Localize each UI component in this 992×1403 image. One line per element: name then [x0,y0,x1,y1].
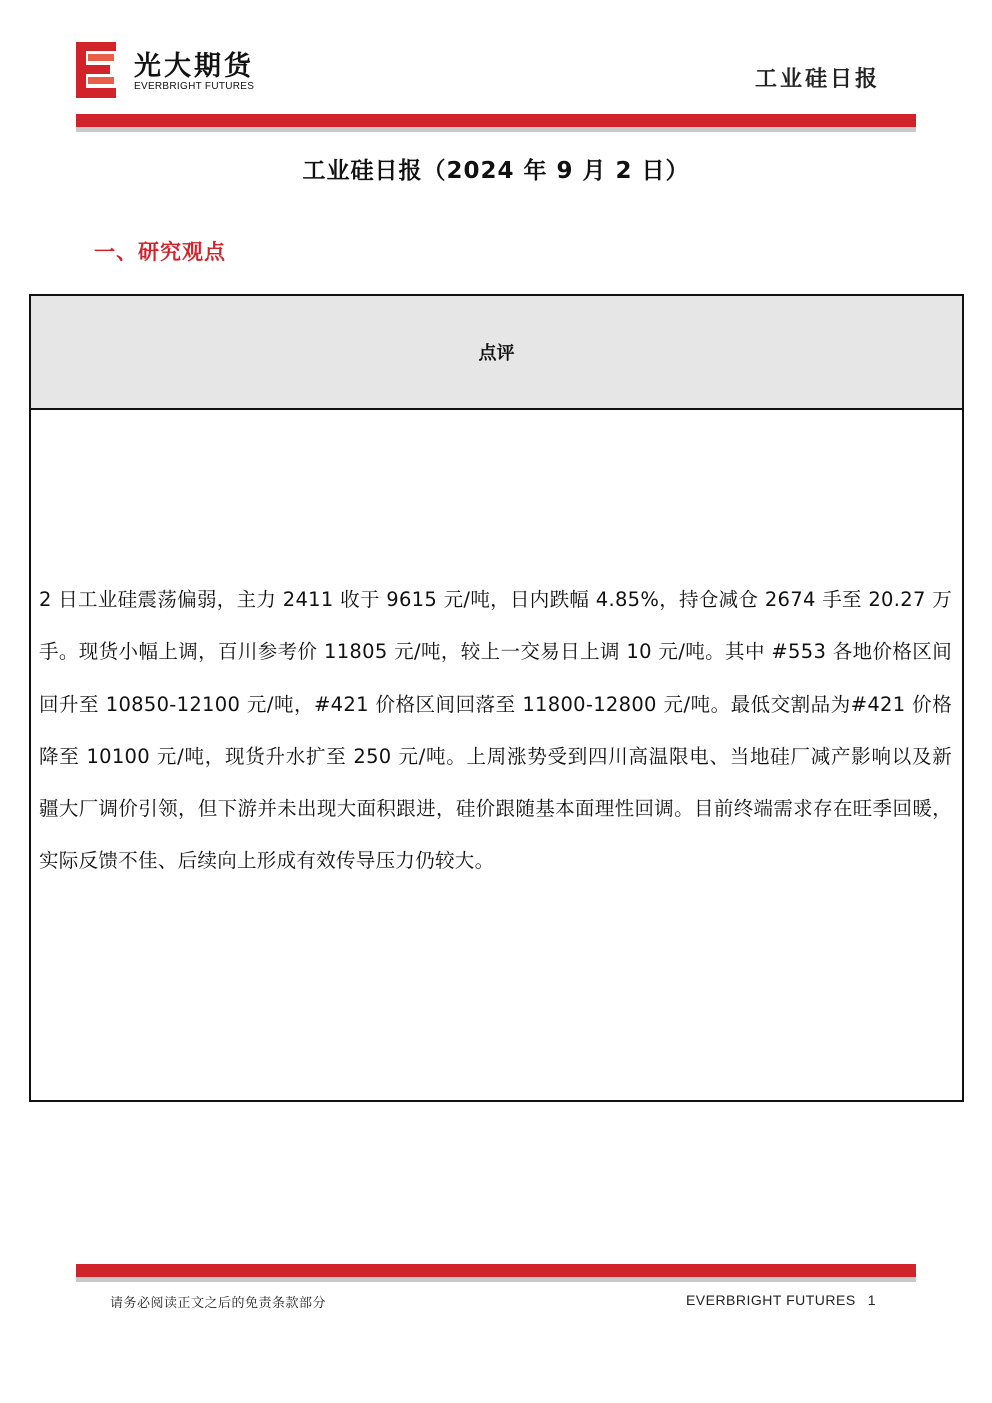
header-divider [76,114,916,127]
logo-text-en: EVERBRIGHT FUTURES [134,81,255,92]
footer-divider [76,1264,916,1277]
footer-brand-text: EVERBRIGHT FUTURES [685,1292,856,1308]
footer-brand [686,1292,876,1308]
footer-disclaimer: 请务必阅读正文之后的免责条款部分 [110,1296,327,1311]
table-header: 点评 [31,296,962,410]
document-title: 工业硅日报（2024 年 9 月 2 日） [302,158,690,184]
header-report-name: 工业硅日报 [754,67,880,92]
commentary-text: 2 日工业硅震荡偏弱，主力 2411 收于 9615 元/吨，日内跌幅 4.85%，持仓减仓 2674 手至 20.27 万手。现货小幅上调，百川参考价 11805 元/吨，较上一交易日上调 10 元/吨。其中 #553 各地价格区间回升至 10850-12100 元/吨，#421 价格区间回落至 11800-12800 元/吨。最低交割品为#421 价格降至 10100 元/吨，现货升水扩至 250 元/吨。上周涨势受到四川高温限电、当地硅厂减产影响以及新疆大厂调价引领，但下游并未出现大面积跟进，硅价跟随基本面理性回调。目前终端需求存在旺季回暖，实际反馈不佳、后续向上形成有效传导压力仍较大。 [39,588,952,873]
everbright-logo [76,42,281,98]
logo-text-cn: 光大期货 [134,51,254,82]
section-heading: 一、研究观点 [94,240,226,264]
everbright-logo-icon [76,42,120,98]
page-number: 1 [867,1292,876,1308]
review-table [29,294,964,1102]
